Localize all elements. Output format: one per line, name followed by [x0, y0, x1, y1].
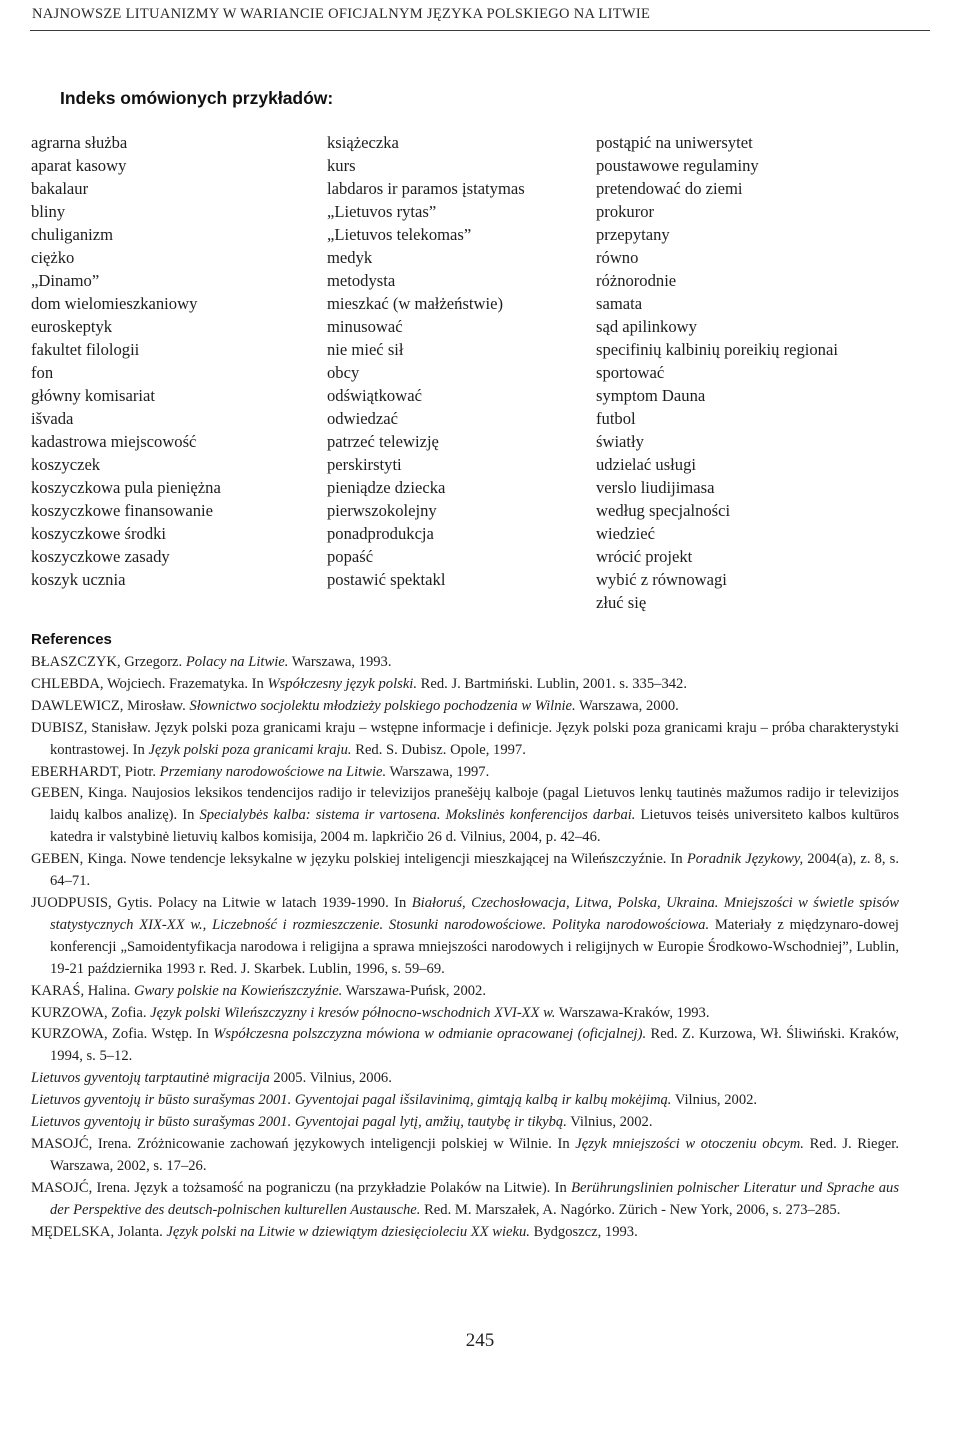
index-term: dom wielomieszkaniowy — [31, 294, 198, 313]
index-term: obcy — [327, 363, 360, 382]
index-term: książeczka — [327, 133, 399, 152]
index-term: samata — [596, 294, 643, 313]
index-column-2 — [327, 131, 525, 591]
reference-title: Język polski Wileńszczyzny i kresów północno-wschodnich XVI-XX w. — [150, 1004, 556, 1021]
index-term: odwiedzać — [327, 409, 398, 428]
index-term: bliny — [31, 202, 66, 221]
reference-title: Lietuvos gyventojų ir būsto surašymas 2001. Gyventojai pagal išsilavinimą, gimtąją kalbą ir kalbų mokėjimą. — [31, 1092, 672, 1109]
index-term: labdaros ir paramos įstatymas — [327, 179, 525, 198]
reference-text: JUODPUSIS, Gytis. Polacy na Litwie w latach 1939-1990. In — [31, 894, 412, 911]
reference-text: 2005. Vilnius, 2006. — [269, 1070, 392, 1087]
reference-title: Specialybės kalba: sistema ir vartosena. Mokslinės konferencijos darbai. — [199, 807, 636, 824]
reference-text: MASOJĆ, Irena. Język a tożsamość na pograniczu (na przykładzie Polaków na Litwie). In — [31, 1179, 572, 1196]
reference-entry — [31, 674, 899, 696]
index-term: ciężko — [31, 248, 75, 267]
index-term: prokuror — [596, 202, 655, 221]
reference-text: MASOJĆ, Irena. Zróżnicowanie zachowań językowych inteligencji polskiej w Wilnie. In — [31, 1135, 576, 1152]
reference-text: Red. Z. Kurzowa, Wł. Śliwiński. Kraków, 1994, s. 5–12. — [50, 1026, 899, 1065]
reference-entry — [31, 783, 899, 849]
index-term: udzielać usługi — [596, 455, 696, 474]
index-term: koszyczkowa pula pieniężna — [31, 478, 221, 497]
reference-text: Red. M. Marszałek, A. Nagórko. Zürich - New York, 2006, s. 273–285. — [420, 1201, 841, 1218]
index-term: agrarna służba — [31, 133, 128, 152]
reference-text: GEBEN, Kinga. Naujosios leksikos tendencijos radijo ir televizijos pranešėjų kalboje (pagal Lietuvos lenkų tautinės mažumos radijo ir televizijos laidų kalbos analizę). In — [31, 785, 899, 824]
index-term: pieniądze dziecka — [327, 478, 446, 497]
index-term: kadastrowa miejscowość — [31, 432, 197, 451]
reference-entry — [31, 849, 899, 893]
reference-title: Polacy na Litwie. — [185, 654, 289, 670]
reference-title: Berührungslinien polnischer Literatur und Sprache aus der Perspektive des deutsch-polnischen kulturellen Austausche. — [50, 1179, 899, 1218]
reference-text: Vilnius, 2002. — [671, 1092, 758, 1109]
index-term: koszyczkowe środki — [31, 524, 167, 543]
header-rule — [30, 30, 930, 31]
reference-text: EBERHARDT, Piotr. — [31, 763, 160, 780]
index-term: koszyczkowe finansowanie — [31, 501, 214, 520]
index-term: kurs — [327, 156, 356, 175]
reference-text: Warszawa, 1997. — [386, 763, 490, 780]
index-term: medyk — [327, 248, 373, 267]
reference-text: Red. S. Dubisz. Opole, 1997. — [351, 741, 526, 758]
reference-text: Warszawa, 1993. — [288, 654, 392, 670]
reference-text: Bydgoszcz, 1993. — [529, 1223, 638, 1240]
index-term: koszyczek — [31, 455, 101, 474]
running-header: NAJNOWSZE LITUANIZMY W WARIANCIE OFICJALNYM JĘZYKA POLSKIEGO NA LITWIE — [32, 6, 651, 22]
reference-title: Lietuvos gyventojų tarptautinė migracija — [31, 1070, 270, 1087]
index-column-3 — [596, 131, 838, 614]
reference-title: Lietuvos gyventojų ir būsto surašymas 2001. Gyventojai pagal lytį, amžių, tautybę ir tikybą. — [31, 1114, 567, 1131]
index-term: główny komisariat — [31, 386, 155, 405]
index-term: fon — [31, 363, 54, 382]
index-term: „Lietuvos telekomas” — [327, 225, 472, 244]
index-term: bakalaur — [31, 179, 89, 198]
reference-text: Warszawa, 2000. — [575, 697, 679, 714]
index-term: chuliganizm — [31, 225, 114, 244]
index-term: przepytany — [596, 225, 670, 244]
index-term: metodysta — [327, 271, 396, 290]
reference-title: Język polski poza granicami kraju. — [148, 741, 352, 758]
index-term: fakultet filologii — [31, 340, 140, 359]
index-term: aparat kasowy — [31, 156, 127, 175]
reference-entry — [31, 981, 899, 1003]
index-term: symptom Dauna — [596, 386, 706, 405]
reference-title: Gwary polskie na Kowieńszczyźnie. — [133, 982, 343, 999]
reference-text: DUBISZ, Stanisław. Język polski poza granicami kraju – wstępne informacje i definicje. Język polski poza granicami kraju – próba charakterystyki kontrastowej. In — [31, 719, 899, 758]
reference-text: 2004(a), z. 8, s. 64–71. — [50, 851, 899, 890]
index-term: sportować — [596, 363, 665, 382]
reference-text: Vilnius, 2002. — [566, 1114, 653, 1131]
reference-title: Białoruś, Czechosłowacja, Litwa, Polska, Ukraina. Mniejszości w świetle spisów statystycznych XIX-XX w., Liczebność i rozmieszczenie. Stosunki narodowościowe. Polityka narodowościowa. — [50, 894, 899, 933]
reference-title: Słownictwo socjolektu młodzieży polskiego pochodzenia w Wilnie. — [189, 697, 576, 714]
reference-title: Współczesna polszczyzna mówiona w odmianie opracowanej (oficjalnej). — [213, 1026, 647, 1043]
reference-text: Materiały z międzynaro-dowej konferencji „Samoidentyfikacja narodowa i religijna a sprawa mniejszości narodowych i religijnych w Europie Środkowo-Wschodniej”, Lublin, 19-21 października 1993 r. Red. J. Skarbek. Lublin, 1996, s. 59–69. — [50, 916, 899, 977]
reference-entry — [31, 893, 899, 981]
reference-entry — [31, 1222, 899, 1244]
reference-text: Red. J. Bartmiński. Lublin, 2001. s. 335–342. — [417, 675, 687, 692]
index-term: według specjalności — [596, 501, 731, 520]
index-heading: Indeks omówionych przykładów: — [60, 88, 334, 108]
references-list — [31, 652, 899, 1243]
index-column-1 — [31, 131, 221, 591]
reference-entry — [31, 718, 899, 762]
reference-title: Przemiany narodowościowe na Litwie. — [159, 763, 387, 780]
index-term: równo — [596, 248, 639, 267]
index-term: mieszkać (w małżeństwie) — [327, 294, 504, 313]
index-term: verslo liudijimasa — [596, 478, 715, 497]
reference-entry — [31, 1178, 899, 1222]
reference-text: KURZOWA, Zofia. Wstęp. In — [31, 1026, 214, 1043]
reference-entry — [31, 1090, 899, 1112]
index-term: złuć się — [596, 593, 647, 612]
reference-text: BŁASZCZYK, Grzegorz. — [31, 654, 186, 670]
index-term: „Lietuvos rytas” — [327, 202, 437, 221]
reference-text: MĘDELSKA, Jolanta. — [31, 1223, 167, 1240]
index-term: postąpić na uniwersytet — [596, 133, 753, 152]
index-term: światły — [596, 432, 644, 451]
reference-text: CHLEBDA, Wojciech. Frazematyka. In — [31, 675, 268, 692]
index-term: popaść — [327, 547, 374, 566]
reference-entry — [31, 1024, 899, 1068]
reference-title: Język mniejszości w otoczeniu obcym. — [575, 1135, 804, 1152]
reference-title: Język polski na Litwie w dziewiątym dziesięcioleciu XX wieku. — [166, 1223, 530, 1240]
index-term: wybić z równowagi — [596, 570, 727, 589]
index-term: różnorodnie — [596, 271, 677, 290]
index-term: futbol — [596, 409, 636, 428]
index-term: nie mieć sił — [327, 340, 404, 359]
index-term: postawić spektakl — [327, 570, 446, 589]
reference-text: KURZOWA, Zofia. — [31, 1004, 151, 1021]
reference-text: Lietuvos teisės universiteto kalbos kultūros katedra ir valstybinė lietuvių kalbos komisija, 2004 m. lapkričio 26 d. Vilnius, 2004, p. 42–46. — [50, 807, 899, 846]
index-term: išvada — [31, 409, 74, 428]
index-term: ponadprodukcja — [327, 524, 434, 543]
reference-entry — [31, 1003, 899, 1025]
index-term: sąd apilinkowy — [596, 317, 697, 336]
index-term: odświątkować — [327, 386, 422, 405]
reference-text: Warszawa-Kraków, 1993. — [555, 1004, 710, 1021]
index-term: pretendować do ziemi — [596, 179, 743, 198]
reference-entry — [31, 652, 899, 674]
reference-text: KARAŚ, Halina. — [31, 982, 134, 999]
references-heading: References — [31, 631, 112, 648]
reference-text: GEBEN, Kinga. Nowe tendencje leksykalne w języku polskiej inteligencji mieszkającej na Wileńszczyźnie. In — [31, 851, 687, 868]
reference-title: Współczesny język polski. — [267, 675, 417, 692]
reference-text: Warszawa-Puńsk, 2002. — [342, 982, 486, 999]
page-number: 245 — [465, 1330, 495, 1351]
reference-title: Poradnik Językowy, — [686, 851, 804, 868]
reference-entry — [31, 1068, 899, 1090]
index-term: wiedzieć — [596, 524, 655, 543]
reference-text: DAWLEWICZ, Mirosław. — [31, 697, 190, 714]
index-term: poustawowe regulaminy — [596, 156, 759, 175]
index-term: perskirstyti — [327, 455, 402, 474]
index-term: „Dinamo” — [31, 271, 100, 290]
reference-entry — [31, 762, 899, 784]
index-term: wrócić projekt — [596, 547, 693, 566]
index-term: specifinių kalbinių poreikių regionai — [596, 340, 838, 359]
index-term: pierwszokolejny — [327, 501, 437, 520]
index-term: minusować — [327, 317, 403, 336]
reference-entry — [31, 696, 899, 718]
index-term: patrzeć telewizję — [327, 432, 439, 451]
reference-entry — [31, 1112, 899, 1134]
index-term: koszyczkowe zasady — [31, 547, 170, 566]
index-term: euroskeptyk — [31, 317, 113, 336]
index-term: koszyk ucznia — [31, 570, 126, 589]
reference-text: Red. J. Rieger. Warszawa, 2002, s. 17–26. — [50, 1135, 899, 1174]
reference-entry — [31, 1134, 899, 1178]
